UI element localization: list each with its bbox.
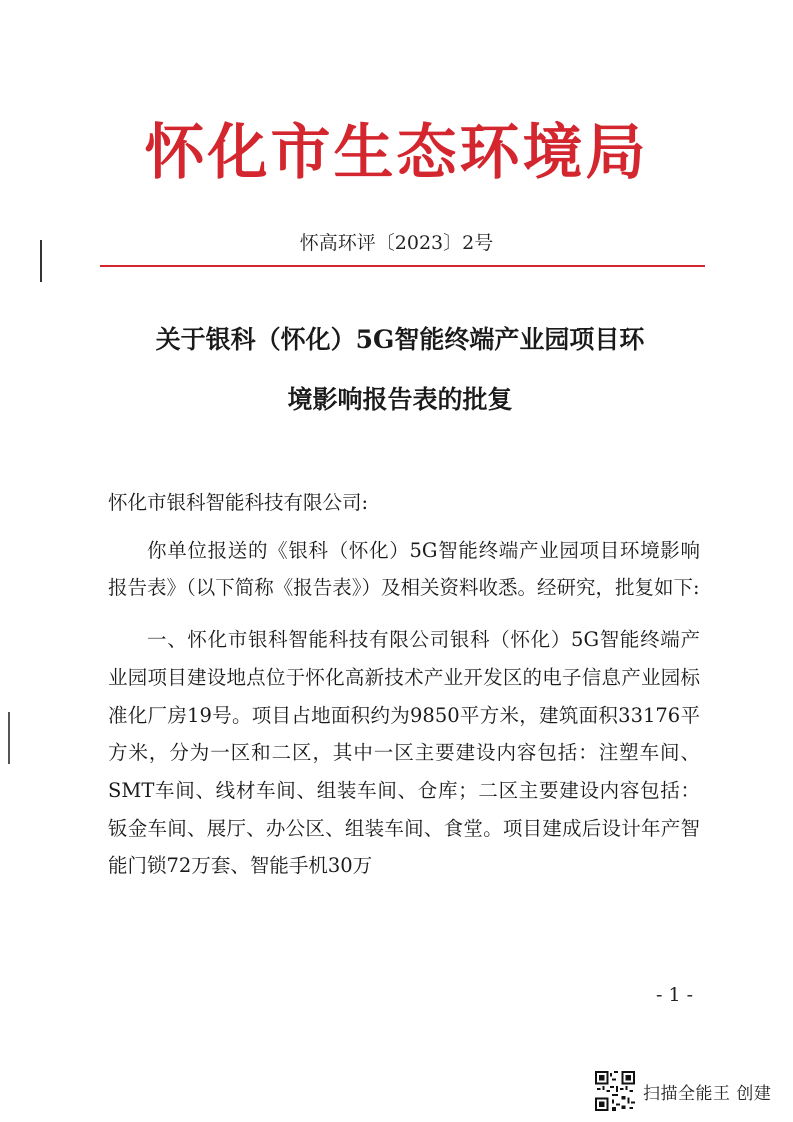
scanner-watermark: [595, 1070, 771, 1112]
paragraph: 你单位报送的《银科（怀化）5G智能终端产业园项目环境影响报告表》（以下简称《报告表》）及相关资料收悉。经研究，批复如下:: [108, 538, 700, 600]
watermark-text: 扫描全能王 创建: [643, 1083, 772, 1104]
document-title: [100, 310, 700, 430]
title-line-1: 关于银科（怀化）5G智能终端产业园项目环: [155, 325, 645, 354]
qr-code-icon: [595, 1071, 635, 1111]
document-body: [108, 484, 700, 885]
scan-artifact: [8, 712, 10, 764]
document-number: 怀高环评〔2023〕2号: [299, 232, 494, 254]
title-line-2: 境影响报告表的批复: [287, 385, 513, 414]
red-divider: [100, 265, 705, 267]
page-number: - 1 -: [655, 984, 693, 1006]
salutation: 怀化市银科智能科技有限公司:: [108, 491, 369, 514]
paragraph: 一、怀化市银科智能科技有限公司银科（怀化）5G智能终端产业园项目建设地点位于怀化高新技术产业开发区的电子信息产业园标准化厂房19号。项目占地面积约为9850平方米，建筑面积33176平方米，分为一区和二区，其中一区主要建设内容包括：注塑车间、SMT车间、线材车间、组装车间、仓库；二区主要建设内容包括：钣金车间、展厅、办公区、组装车间、食堂。项目建成后设计年产智能门锁72万套、智能手机30万: [108, 628, 700, 878]
agency-title: 怀化市生态环境局: [144, 118, 649, 188]
